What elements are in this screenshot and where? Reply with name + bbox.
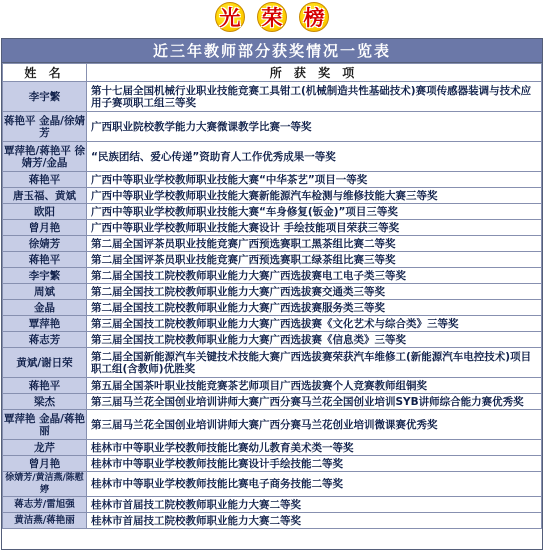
row-name: 曾月艳 bbox=[3, 220, 87, 236]
table-row bbox=[3, 252, 542, 268]
row-name: 蒋志芳 bbox=[3, 332, 87, 348]
row-award: 第二届全国技工院校教师职业能力大赛广西选拔赛交通类三等奖 bbox=[87, 284, 542, 300]
table-row bbox=[3, 456, 542, 472]
row-award: 广西中等职业学校教师职业技能大赛“车身修复(钣金)”项目三等奖 bbox=[87, 204, 542, 220]
table-row bbox=[3, 497, 542, 513]
table-title: 近三年教师部分获奖情况一览表 bbox=[2, 39, 542, 63]
row-name: 梁杰 bbox=[3, 394, 87, 410]
row-award: 第二届全国技工院校教师职业能力大赛广西选拔赛电工电子类三等奖 bbox=[87, 268, 542, 284]
row-award: 第五届全国茶叶职业技能竞赛茶艺师项目广西选拔赛个人竞赛教师组铜奖 bbox=[87, 378, 542, 394]
table-row bbox=[3, 112, 542, 142]
row-name: 周斌 bbox=[3, 284, 87, 300]
table-row bbox=[3, 348, 542, 378]
row-name: 蒋艳平 bbox=[3, 172, 87, 188]
row-award: 广西中等职业学校教师职业技能大赛新能源汽车检测与维修技能大赛三等奖 bbox=[87, 188, 542, 204]
table-row bbox=[3, 82, 542, 112]
banner-char-1: 光 bbox=[215, 2, 245, 32]
row-award: 桂林市首届技工院校教师职业能力大赛二等奖 bbox=[87, 497, 542, 513]
row-name: 李宇繁 bbox=[3, 268, 87, 284]
row-award: 第三届全国技工院校教师职业能力大赛广西选拔赛《文化艺术与综合类》三等奖 bbox=[87, 316, 542, 332]
table-row bbox=[3, 172, 542, 188]
row-name: 欧阳 bbox=[3, 204, 87, 220]
row-award: 第十七届全国机械行业职业技能竞赛工具钳工(机械制造共性基础技术)赛项传感器装调与技术应用子赛项职工组三等奖 bbox=[87, 82, 542, 112]
row-award: 第三届全国技工院校教师职业能力大赛广西选拔赛《信息类》三等奖 bbox=[87, 332, 542, 348]
row-award: “民族团结、爱心传递”资助育人工作优秀成果一等奖 bbox=[87, 142, 542, 172]
table-row bbox=[3, 142, 542, 172]
row-name: 金晶 bbox=[3, 300, 87, 316]
row-award: 第三届马兰花全国创业培训讲师大赛广西分赛马兰花创业培训微课赛优秀奖 bbox=[87, 410, 542, 440]
header-award: 所 获 奖 项 bbox=[87, 64, 542, 82]
row-award: 广西职业院校教学能力大赛微课教学比赛一等奖 bbox=[87, 112, 542, 142]
table-row bbox=[3, 316, 542, 332]
table-row bbox=[3, 284, 542, 300]
row-award: 第三届马兰花全国创业培训讲师大赛广西分赛马兰花全国创业培训SYB讲师综合能力赛优秀奖 bbox=[87, 394, 542, 410]
row-award: 第二届全国技工院校教师职业能力大赛广西选拔赛服务类三等奖 bbox=[87, 300, 542, 316]
row-award: 广西中等职业学校教师职业技能大赛“中华茶艺”项目一等奖 bbox=[87, 172, 542, 188]
table-row bbox=[3, 204, 542, 220]
table-row bbox=[3, 394, 542, 410]
awards-board bbox=[1, 38, 543, 550]
awards-table bbox=[2, 63, 542, 529]
row-award: 桂林市中等职业学校教师技能比赛幼儿教育美术类一等奖 bbox=[87, 440, 542, 456]
table-row bbox=[3, 513, 542, 529]
row-name: 徐婧芳/黄洁燕/陈慰婷 bbox=[3, 472, 87, 497]
row-name: 蒋艳平 金晶/徐婧芳 bbox=[3, 112, 87, 142]
row-name: 蒋艳平 bbox=[3, 378, 87, 394]
table-row bbox=[3, 300, 542, 316]
row-name: 覃萍艳 bbox=[3, 316, 87, 332]
table-row bbox=[3, 236, 542, 252]
row-award: 广西中等职业学校教师职业技能大赛设计 手绘技能项目荣获三等奖 bbox=[87, 220, 542, 236]
table-row bbox=[3, 332, 542, 348]
row-award: 桂林市中等职业学校教师技能比赛设计手绘技能二等奖 bbox=[87, 456, 542, 472]
row-name: 徐婧芳 bbox=[3, 236, 87, 252]
table-row bbox=[3, 220, 542, 236]
table-row bbox=[3, 410, 542, 440]
row-award: 第二届全国评茶员职业技能竞赛广西预选赛职工绿茶组比赛三等奖 bbox=[87, 252, 542, 268]
row-name: 黄斌/谢日荣 bbox=[3, 348, 87, 378]
table-row bbox=[3, 472, 542, 497]
table-row bbox=[3, 378, 542, 394]
row-name: 蒋艳平 bbox=[3, 252, 87, 268]
row-name: 覃萍艳/蒋艳平 徐婧芳/金晶 bbox=[3, 142, 87, 172]
row-award: 桂林市中等职业学校教师技能比赛电子商务技能二等奖 bbox=[87, 472, 542, 497]
table-row bbox=[3, 440, 542, 456]
row-award: 桂林市首届技工院校教师职业能力大赛二等奖 bbox=[87, 513, 542, 529]
banner-char-3: 榜 bbox=[299, 2, 329, 32]
header-name: 姓 名 bbox=[3, 64, 87, 82]
row-name: 黄洁燕/蒋艳丽 bbox=[3, 513, 87, 529]
banner-char-2: 荣 bbox=[257, 2, 287, 32]
honor-banner bbox=[0, 0, 544, 34]
table-row bbox=[3, 188, 542, 204]
table-header-row bbox=[3, 64, 542, 82]
row-award: 第二届全国新能源汽车关键技术技能大赛广西选拔赛荣获汽车维修工(新能源汽车电控技术)项目职工组(含教师)优胜奖 bbox=[87, 348, 542, 378]
table-row bbox=[3, 268, 542, 284]
row-name: 龙芹 bbox=[3, 440, 87, 456]
row-award: 第二届全国评茶员职业技能竞赛广西预选赛职工黑茶组比赛二等奖 bbox=[87, 236, 542, 252]
row-name: 唐玉福、黄斌 bbox=[3, 188, 87, 204]
row-name: 李宇繁 bbox=[3, 82, 87, 112]
row-name: 覃萍艳 金晶/蒋艳丽 bbox=[3, 410, 87, 440]
row-name: 曾月艳 bbox=[3, 456, 87, 472]
row-name: 蒋志芳/雷旭强 bbox=[3, 497, 87, 513]
